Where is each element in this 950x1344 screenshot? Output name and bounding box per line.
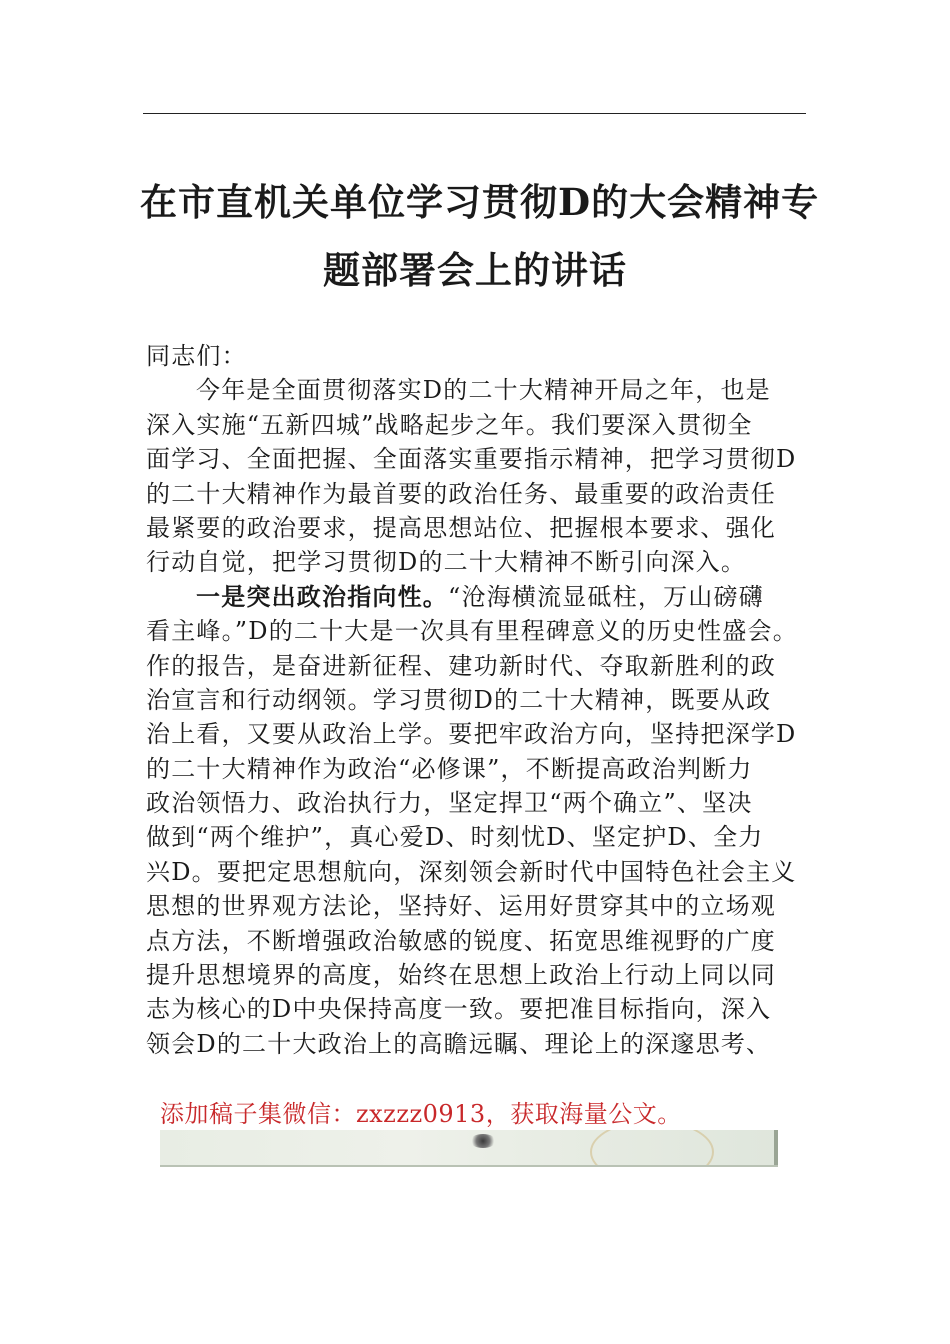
watermark-text: 添加稿子集微信：zxzzz0913，获取海量公文。 — [160, 1100, 682, 1128]
paragraph-line: 行动自觉，把学习贯彻D的二十大精神不断引向深入。 — [146, 548, 747, 577]
paragraph-line — [146, 580, 816, 614]
paragraph-line: 的二十大精神作为最首要的政治任务、最重要的政治责任 — [146, 479, 776, 508]
document-title — [140, 168, 820, 304]
swirl-decoration — [590, 1130, 714, 1167]
paragraph-line: 面学习、全面把握、全面落实重要指示精神，把学习贯彻D — [146, 445, 797, 474]
paragraph-line: 最紧要的政治要求，提高思想站位、把握根本要求、强化 — [146, 513, 776, 542]
paragraph-line: 政治领悟力、政治执行力，坚定捍卫“两个确立”、坚决 — [146, 789, 753, 818]
paragraph-line: 今年是全面贯彻落实D的二十大精神开局之年，也是 — [196, 376, 771, 405]
paragraph-line: 的二十大精神作为政治“必修课”，不断提高政治判断力 — [146, 754, 753, 783]
salutation: 同志们： — [146, 342, 247, 370]
paragraph-line: 领会D的二十大政治上的高瞻远瞩、理论上的深邃思考、 — [146, 1029, 772, 1058]
paragraph-line: 看主峰。”D的二十大是一次具有里程碑意义的历史性盛会。 — [146, 617, 798, 646]
section-lead: 一是突出政治指向性。 — [196, 581, 448, 611]
ink-blot-decoration — [470, 1134, 496, 1148]
banner-edge — [774, 1130, 778, 1165]
paragraph-line: 志为核心的D中央保持高度一致。要把准目标指向，深入 — [146, 995, 772, 1024]
paragraph-line: 深入实施“五新四城”战略起步之年。我们要深入贯彻全 — [146, 410, 753, 439]
title-line: 题部署会上的讲话 — [323, 248, 627, 292]
paragraph-text: “沧海横流显砥柱，万山磅礴 — [448, 582, 764, 611]
paragraph-line: 治上看，又要从政治上学。要把牢政治方向，坚持把深学D — [146, 720, 797, 749]
footer-banner-image — [160, 1130, 778, 1167]
paragraph-line: 思想的世界观方法论，坚持好、运用好贯穿其中的立场观 — [146, 892, 776, 921]
document-body — [146, 339, 816, 1061]
paragraph-line: 兴D。要把定思想航向，深刻领会新时代中国特色社会主义 — [146, 857, 797, 886]
paragraph-line: 提升思想境界的高度，始终在思想上政治上行动上同以同 — [146, 961, 776, 990]
paragraph-line: 点方法，不断增强政治敏感的锐度、拓宽思维视野的广度 — [146, 926, 776, 955]
paragraph-line: 治宣言和行动纲领。学习贯彻D的二十大精神，既要从政 — [146, 685, 772, 714]
title-line: 在市直机关单位学习贯彻D的大会精神专 — [140, 180, 820, 224]
paragraph-line: 作的报告，是奋进新征程、建功新时代、夺取新胜利的政 — [146, 651, 776, 680]
header-rule — [143, 113, 806, 114]
paragraph-line: 做到“两个维护”，真心爱D、时刻忧D、坚定护D、全力 — [146, 823, 764, 852]
